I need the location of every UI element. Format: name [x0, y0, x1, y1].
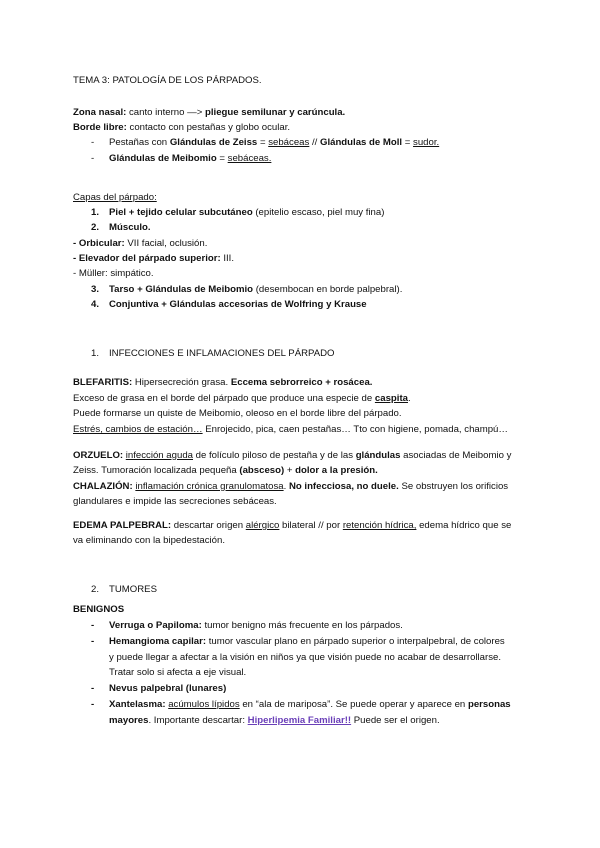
bullet-dash: - — [91, 153, 95, 164]
list-number: 4. — [91, 299, 100, 310]
orzuelo-line-2: Zeiss. Tumoración localizada pequeña (absceso) + dolor a la presión. — [73, 465, 378, 476]
blefaritis-line-1: BLEFARITIS: Hipersecreción grasa. Eccema sebrorreico + rosácea. — [73, 377, 373, 388]
bullet-dash: - — [91, 699, 95, 710]
tumor-verruga: Verruga o Papiloma: tumor benigno más frecuente en los párpados. — [109, 620, 403, 631]
list-number: 3. — [91, 284, 100, 295]
section-number: 1. — [91, 348, 100, 359]
tumor-nevus: Nevus palpebral (lunares) — [109, 683, 227, 694]
bullet-dash: - — [91, 683, 95, 694]
tumor-xantelasma-line-1: Xantelasma: acúmulos lípidos en “ala de mariposa”. Se puede operar y aparece en personas — [109, 699, 511, 710]
tumor-xantelasma-line-2: mayores. Importante descartar: Hiperlipemia Familiar!! Puede ser el origen. — [109, 715, 440, 726]
bullet-dash: - — [91, 620, 95, 631]
blefaritis-line-2: Exceso de grasa en el borde del párpado que produce una especie de caspita. — [73, 393, 411, 404]
zona-nasal-line: Zona nasal: canto interno —> pliegue semilunar y carúncula. — [73, 107, 346, 118]
bullet-dash: - — [91, 636, 95, 647]
musculo-muller: - Müller: simpático. — [73, 268, 154, 279]
document-title: TEMA 3: PATOLOGÍA DE LOS PÁRPADOS. — [73, 75, 262, 86]
bullet-dash: - — [91, 137, 95, 148]
musculo-orbicular: - Orbicular: VII facial, oclusión. — [73, 238, 208, 249]
section-heading-infecciones: INFECCIONES E INFLAMACIONES DEL PÁRPADO — [109, 348, 335, 359]
meibomio-line: Glándulas de Meibomio = sebáceas. — [109, 153, 272, 164]
hiperlipemia-link[interactable]: Hiperlipemia Familiar!! — [247, 715, 352, 726]
blefaritis-line-4: Estrés, cambios de estación… Enrojecido, pica, caen pestañas… Tto con higiene, pomada, champú… — [73, 424, 508, 435]
tumor-hemangioma-line-3: Tratar solo si afecta a eje visual. — [109, 667, 247, 678]
orzuelo-line-1: ORZUELO: infección aguda de folículo piloso de pestaña y de las glándulas asociadas de Meibomio y — [73, 450, 512, 461]
blefaritis-line-3: Puede formarse un quiste de Meibomio, oleoso en el borde libre del párpado. — [73, 408, 402, 419]
edema-line-2: va eliminando con la bipedestación. — [73, 535, 226, 546]
chalazion-line-2: glandulares e impide las secreciones sebáceas. — [73, 496, 277, 507]
capas-heading: Capas del párpado: — [73, 192, 157, 203]
zeiss-moll-line: Pestañas con Glándulas de Zeiss = sebáceas // Glándulas de Moll = sudor. — [109, 137, 440, 148]
list-number: 2. — [91, 222, 100, 233]
edema-line-1: EDEMA PALPEBRAL: descartar origen alérgico bilateral // por retención hídrica, edema hídrico que se — [73, 520, 512, 531]
chalazion-line-1: CHALAZIÓN: inflamación crónica granulomatosa. No infecciosa, no duele. Se obstruyen los orificios — [73, 481, 509, 492]
capa-piel: Piel + tejido celular subcutáneo (epitelio escaso, piel muy fina) — [109, 207, 385, 218]
section-heading-tumores: TUMORES — [109, 584, 157, 595]
capa-musculo: Músculo. — [109, 222, 151, 233]
tumor-hemangioma-line-2: y puede llegar a afectar a la visión en niños ya que visión puede no acabar de desarrollarse. — [109, 652, 501, 663]
list-number: 1. — [91, 207, 100, 218]
tumor-hemangioma-line-1: Hemangioma capilar: tumor vascular plano en párpado superior o interpalpebral, de colores — [109, 636, 505, 647]
capa-tarso: Tarso + Glándulas de Meibomio (desembocan en borde palpebral). — [109, 284, 403, 295]
borde-libre-line: Borde libre: contacto con pestañas y globo ocular. — [73, 122, 291, 133]
capa-conjuntiva: Conjuntiva + Glándulas accesorias de Wolfring y Krause — [109, 299, 367, 310]
benignos-heading: BENIGNOS — [73, 604, 125, 615]
musculo-elevador: - Elevador del párpado superior: III. — [73, 253, 235, 264]
section-number: 2. — [91, 584, 100, 595]
